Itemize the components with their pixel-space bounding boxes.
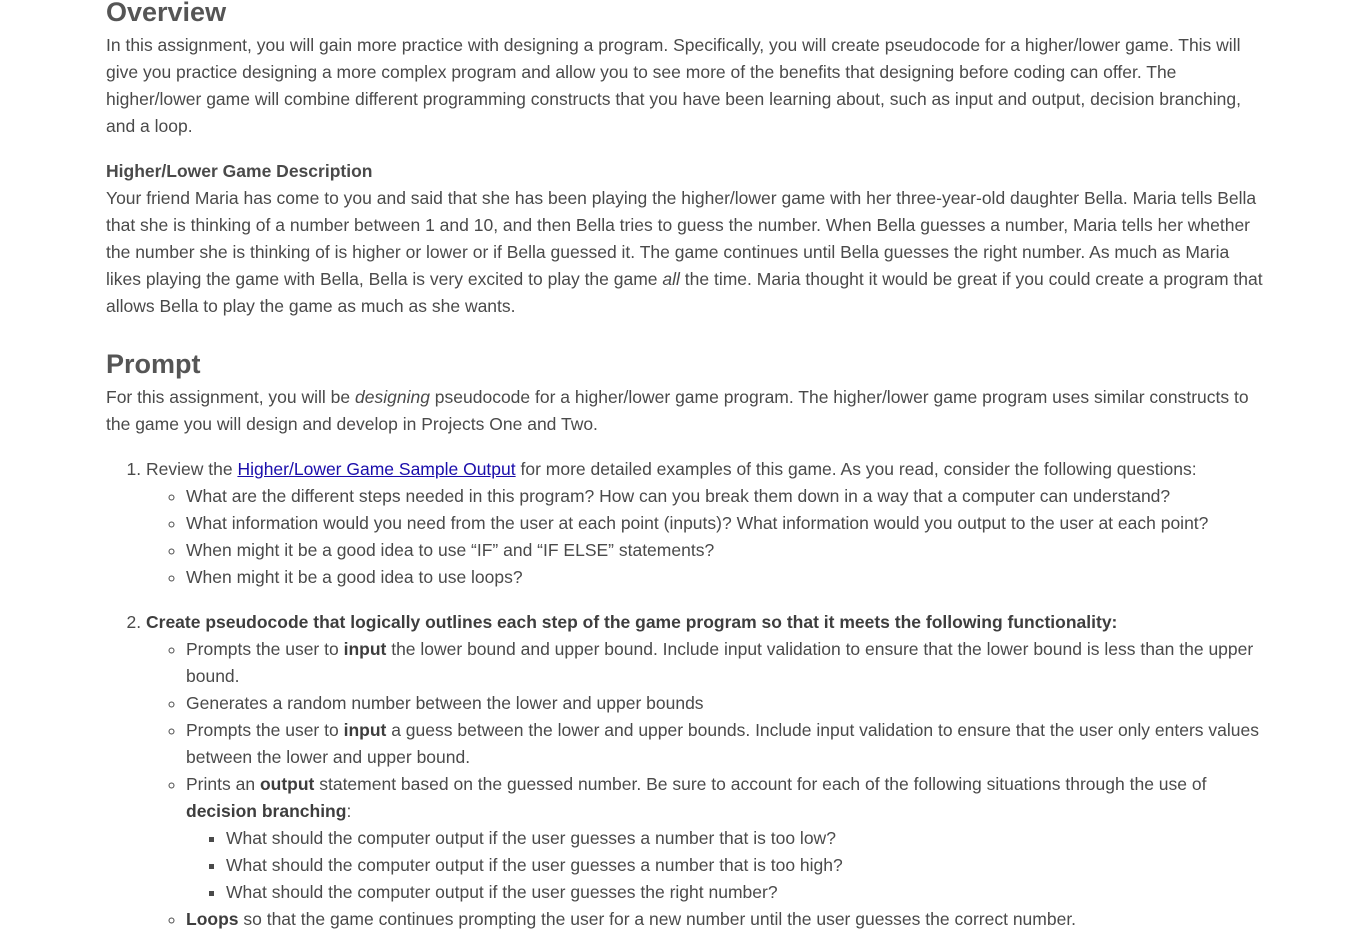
item-bold: decision branching — [186, 801, 347, 821]
item-text: so that the game continues prompting the user for a new number until the user guesses the correct number. — [238, 909, 1077, 929]
assignment-page — [106, 0, 1266, 933]
item-bold: Loops — [186, 909, 239, 929]
description-text-after: the time. Maria thought it would be great if you could create a program that allows Bella to play the game as much as she wants. — [106, 269, 1263, 316]
list-item: ▪ What should the computer output if the user guesses a number that is too low? — [226, 825, 1266, 852]
item-text: Prints an — [186, 774, 260, 794]
review-questions-list — [146, 483, 1266, 591]
prompt-intro-after: pseudocode for a higher/lower game program. The higher/lower game program uses similar constructs to the game you will design and develop in Projects One and Two. — [106, 387, 1249, 434]
description-emphasis: all — [662, 269, 680, 289]
prompt-steps-list — [106, 456, 1266, 933]
list-item — [186, 906, 1266, 933]
item-bold: input — [343, 720, 387, 740]
item-text: Prompts the user to — [186, 639, 344, 659]
step1-text-after: for more detailed examples of this game. As you read, consider the following questions: — [515, 459, 1197, 479]
overview-heading: Overview — [106, 0, 227, 27]
prompt-intro-before: For this assignment, you will be — [106, 387, 355, 407]
item-text: the lower bound and upper bound. Include input validation to ensure that the lower bound is less than the upper bound. — [186, 639, 1254, 686]
prompt-intro — [106, 384, 1266, 438]
list-item: ◦ When might it be a good idea to use loops? — [186, 564, 1266, 591]
game-description-heading: Higher/Lower Game Description — [106, 161, 373, 181]
step-create-pseudocode — [146, 609, 1266, 933]
overview-paragraph: In this assignment, you will gain more practice with designing a program. Specifically, you will create pseudocode for a higher/lower game. This will give you practice designing a more complex program and allow you to see more of the benefits that designing before coding can offer. The higher/lower game will combine different programming constructs that you have been learning about, such as input and output, decision branching, and a loop. — [106, 35, 1241, 136]
list-item — [186, 717, 1266, 771]
output-situations-list — [186, 825, 1266, 906]
list-item: ◦ Generates a random number between the lower and upper bounds — [186, 690, 1266, 717]
item-text: a guess between the lower and upper bounds. Include input validation to ensure that the user only enters values between the lower and upper bound. — [186, 720, 1260, 767]
functionality-list — [146, 636, 1266, 933]
list-item: ◦ When might it be a good idea to use “IF” and “IF ELSE” statements? — [186, 537, 1266, 564]
step-review — [146, 456, 1266, 591]
game-description-paragraph — [106, 185, 1266, 320]
item-bold: output — [259, 774, 315, 794]
sample-output-link[interactable]: Higher/Lower Game Sample Output — [237, 459, 516, 479]
item-bold: input — [343, 639, 387, 659]
prompt-intro-emphasis: designing — [355, 387, 430, 407]
step1-text-before: Review the — [146, 459, 238, 479]
list-item — [186, 636, 1266, 690]
prompt-heading: Prompt — [106, 349, 201, 379]
step2-heading: Create pseudocode that logically outlines each step of the game program so that it meets the following functionality: — [146, 612, 1118, 632]
description-text-before: Your friend Maria has come to you and said that she has been playing the higher/lower game with her three-year-old daughter Bella. Maria tells Bella that she is thinking of a number between 1 and 10, and then Bella tries to guess the number. When Bella guesses a number, Maria tells her whether the number she is thinking of is higher or lower or if Bella guessed it. The game continues until Bella guesses the right number. As much as Maria likes playing the game with Bella, Bella is very excited to play the game — [106, 188, 1257, 289]
item-text: statement based on the guessed number. Be sure to account for each of the following situations through the use of — [314, 774, 1207, 794]
list-item: ▪ What should the computer output if the user guesses the right number? — [226, 879, 1266, 906]
item-text: : — [346, 801, 352, 821]
list-item: ◦ What information would you need from the user at each point (inputs)? What information would you output to the user at each point? — [186, 510, 1266, 537]
list-item: ◦ What are the different steps needed in this program? How can you break them down in a way that a computer can understand? — [186, 483, 1266, 510]
list-item: ▪ What should the computer output if the user guesses a number that is too high? — [226, 852, 1266, 879]
list-item — [186, 771, 1266, 906]
item-text: Prompts the user to — [186, 720, 344, 740]
